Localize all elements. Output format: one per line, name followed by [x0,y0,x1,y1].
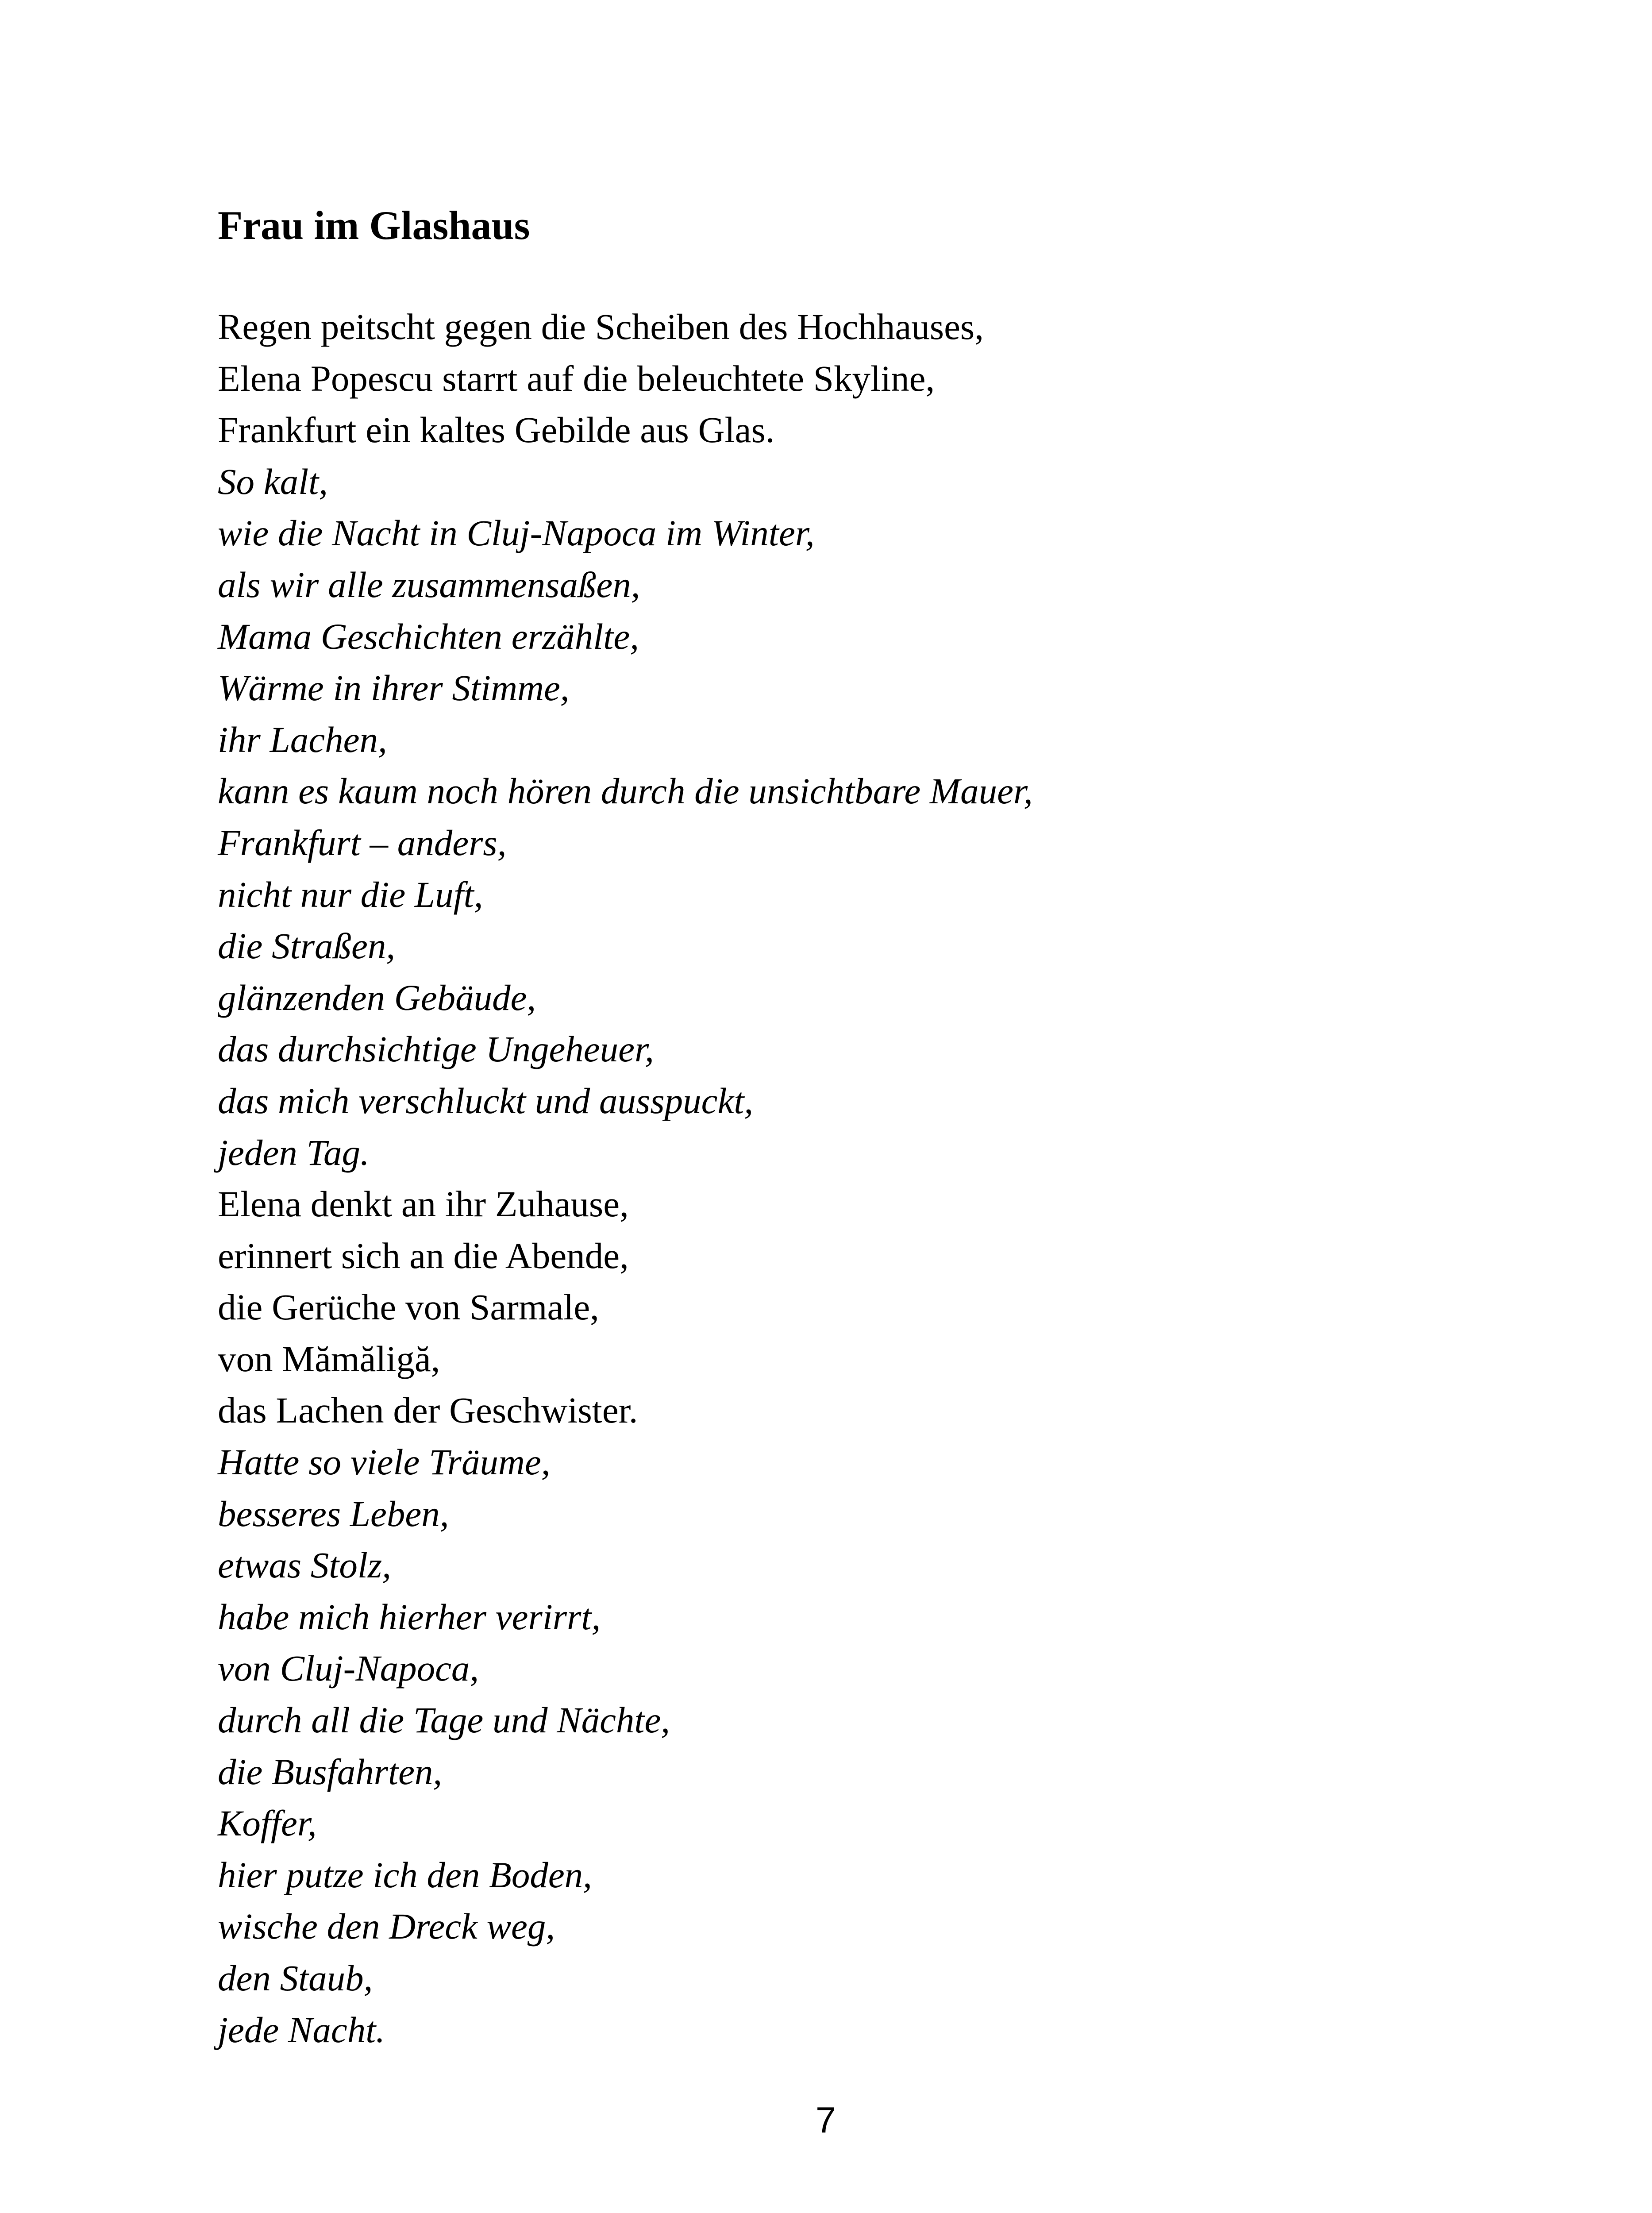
poem-line: glänzenden Gebäude, [218,977,536,1018]
poem-line: das mich verschluckt und ausspuckt, [218,1080,754,1121]
page-number: 7 [815,2099,836,2140]
poem-line: habe mich hierher verirrt, [218,1596,601,1637]
poem-line: als wir alle zusammensaßen, [218,564,640,605]
poem-line: etwas Stolz, [218,1545,391,1586]
poem-line: kann es kaum noch hören durch die unsichtbare Mauer, [218,771,1033,812]
poem-title: Frau im Glashaus [218,203,530,248]
poem-line: von Mămăligă, [218,1338,440,1379]
poem-line: jede Nacht. [218,2009,385,2050]
poem-line: das Lachen der Geschwister. [218,1390,638,1431]
poem-line: die Straßen, [218,925,396,967]
poem-line: durch all die Tage und Nächte, [218,1700,670,1741]
poem-line: wie die Nacht in Cluj-Napoca im Winter, [218,513,815,554]
poem-body [218,301,1033,2055]
poem-line: Mama Geschichten erzählte, [218,616,639,657]
poem-line: Koffer, [218,1803,317,1844]
poem-line: Regen peitscht gegen die Scheiben des Hochhauses, [218,306,984,347]
poem-line: nicht nur die Luft, [218,874,483,915]
poem-line: besseres Leben, [218,1493,449,1534]
poem-line: die Busfahrten, [218,1751,443,1792]
poem-line: Wärme in ihrer Stimme, [218,667,570,709]
poem-line: ihr Lachen, [218,719,387,760]
poem-line: Elena Popescu starrt auf die beleuchtete Skyline, [218,358,935,399]
poem-line: Frankfurt ein kaltes Gebilde aus Glas. [218,409,775,451]
poem-line: Hatte so viele Träume, [218,1442,551,1483]
poem-line: das durchsichtige Ungeheuer, [218,1029,654,1070]
poem-line: So kalt, [218,461,328,502]
poem-line: erinnert sich an die Abende, [218,1235,629,1276]
poem-line: die Gerüche von Sarmale, [218,1287,599,1328]
poem-line: wische den Dreck weg, [218,1906,555,1947]
poem-line: Elena denkt an ihr Zuhause, [218,1184,629,1225]
poem-line: Frankfurt – anders, [218,822,507,863]
poem-line: hier putze ich den Boden, [218,1854,592,1895]
poem-line: von Cluj-Napoca, [218,1648,479,1689]
poem-line: jeden Tag. [218,1132,370,1173]
poem-line: den Staub, [218,1958,373,1998]
